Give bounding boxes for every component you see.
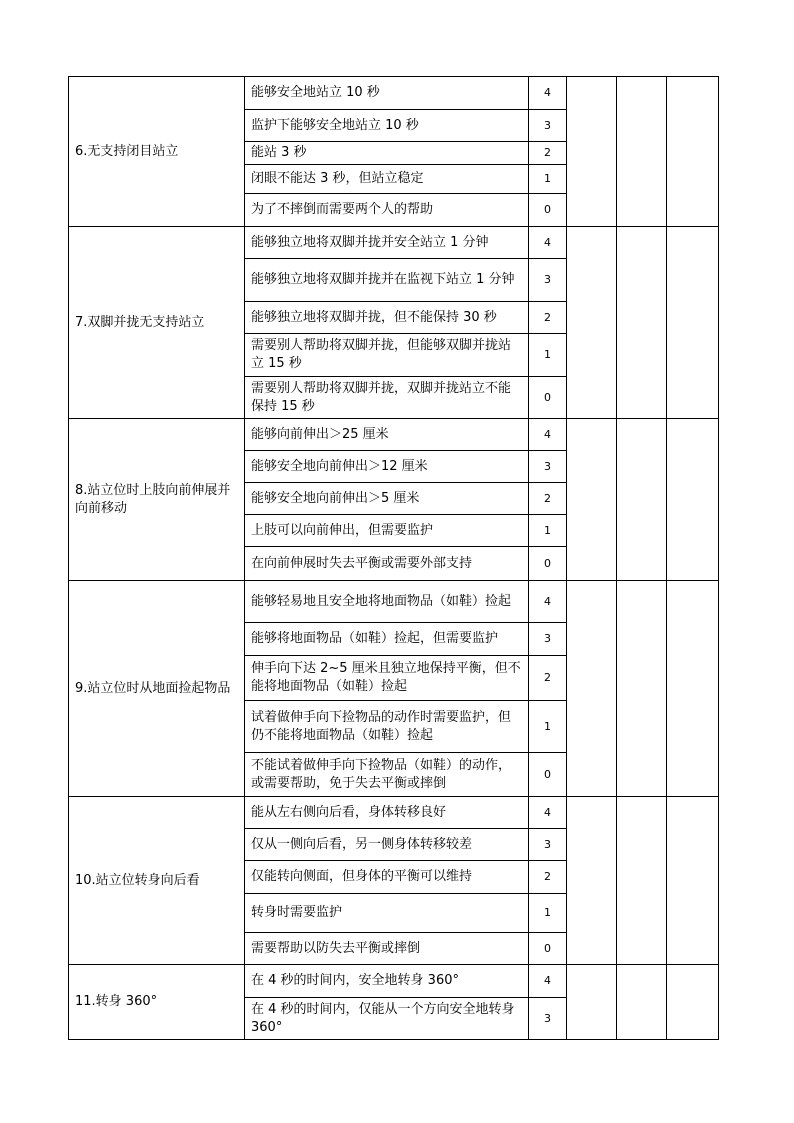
table-row <box>69 581 719 623</box>
criterion-score: 3 <box>529 998 567 1040</box>
balance-assessment-table <box>68 76 719 1040</box>
criterion-score: 3 <box>529 451 567 483</box>
criterion-description: 需要别人帮助将双脚并拢，双脚并拢站立不能保持 15 秒 <box>245 377 529 419</box>
criterion-description: 不能试着做伸手向下捡物品（如鞋）的动作，或需要帮助，免于失去平衡或摔倒 <box>245 753 529 797</box>
criterion-score: 4 <box>529 419 567 451</box>
blank-score-entry-cell[interactable] <box>667 581 719 797</box>
table-row <box>69 227 719 259</box>
blank-score-entry-cell[interactable] <box>567 965 617 1040</box>
blank-score-entry-cell[interactable] <box>567 581 617 797</box>
criterion-description: 在向前伸展时失去平衡或需要外部支持 <box>245 547 529 581</box>
criterion-score: 2 <box>529 142 567 165</box>
criterion-score: 4 <box>529 581 567 623</box>
criterion-description: 仅能转向侧面，但身体的平衡可以维持 <box>245 861 529 894</box>
criterion-description: 能够独立地将双脚并拢并安全站立 1 分钟 <box>245 227 529 259</box>
criterion-score: 0 <box>529 377 567 419</box>
blank-score-entry-cell[interactable] <box>617 77 667 227</box>
blank-score-entry-cell[interactable] <box>667 797 719 965</box>
criterion-description: 为了不摔倒而需要两个人的帮助 <box>245 194 529 227</box>
test-item-name: 11.转身 360° <box>69 965 245 1040</box>
blank-score-entry-cell[interactable] <box>617 797 667 965</box>
criterion-score: 0 <box>529 933 567 965</box>
test-item-name: 6.无支持闭目站立 <box>69 77 245 227</box>
blank-score-entry-cell[interactable] <box>617 227 667 419</box>
criterion-score: 2 <box>529 302 567 334</box>
criterion-description: 能从左右侧向后看，身体转移良好 <box>245 797 529 829</box>
criterion-description: 伸手向下达 2~5 厘米且独立地保持平衡，但不能将地面物品（如鞋）捡起 <box>245 656 529 701</box>
criterion-score: 3 <box>529 623 567 656</box>
criterion-score: 1 <box>529 894 567 933</box>
blank-score-entry-cell[interactable] <box>617 581 667 797</box>
criterion-score: 0 <box>529 753 567 797</box>
criterion-score: 1 <box>529 334 567 377</box>
criterion-description: 上肢可以向前伸出，但需要监护 <box>245 515 529 547</box>
criterion-score: 0 <box>529 547 567 581</box>
test-item-name: 7.双脚并拢无支持站立 <box>69 227 245 419</box>
criterion-description: 能够安全地向前伸出＞5 厘米 <box>245 483 529 515</box>
criterion-description: 能够将地面物品（如鞋）捡起，但需要监护 <box>245 623 529 656</box>
criterion-score: 3 <box>529 110 567 142</box>
criterion-score: 2 <box>529 656 567 701</box>
criterion-description: 闭眼不能达 3 秒，但站立稳定 <box>245 165 529 194</box>
test-item-name: 9.站立位时从地面捡起物品 <box>69 581 245 797</box>
test-item-name: 10.站立位转身向后看 <box>69 797 245 965</box>
blank-score-entry-cell[interactable] <box>567 77 617 227</box>
criterion-score: 0 <box>529 194 567 227</box>
test-item-name: 8.站立位时上肢向前伸展并向前移动 <box>69 419 245 581</box>
criterion-description: 能够安全地站立 10 秒 <box>245 77 529 110</box>
criterion-score: 1 <box>529 515 567 547</box>
criterion-score: 1 <box>529 701 567 753</box>
table-row <box>69 797 719 829</box>
blank-score-entry-cell[interactable] <box>617 419 667 581</box>
criterion-score: 4 <box>529 965 567 998</box>
criterion-score: 3 <box>529 259 567 302</box>
criterion-description: 在 4 秒的时间内，仅能从一个方向安全地转身 360° <box>245 998 529 1040</box>
criterion-score: 2 <box>529 483 567 515</box>
criterion-description: 试着做伸手向下捡物品的动作时需要监护，但仍不能将地面物品（如鞋）捡起 <box>245 701 529 753</box>
criterion-description: 需要别人帮助将双脚并拢，但能够双脚并拢站立 15 秒 <box>245 334 529 377</box>
blank-score-entry-cell[interactable] <box>567 419 617 581</box>
blank-score-entry-cell[interactable] <box>667 227 719 419</box>
criterion-description: 能够独立地将双脚并拢，但不能保持 30 秒 <box>245 302 529 334</box>
criterion-score: 2 <box>529 861 567 894</box>
criterion-description: 能站 3 秒 <box>245 142 529 165</box>
blank-score-entry-cell[interactable] <box>567 227 617 419</box>
blank-score-entry-cell[interactable] <box>667 419 719 581</box>
criterion-score: 4 <box>529 227 567 259</box>
table-row <box>69 965 719 998</box>
criterion-description: 仅从一侧向后看，另一侧身体转移较差 <box>245 829 529 861</box>
criterion-description: 能够安全地向前伸出＞12 厘米 <box>245 451 529 483</box>
criterion-description: 能够独立地将双脚并拢并在监视下站立 1 分钟 <box>245 259 529 302</box>
criterion-score: 4 <box>529 797 567 829</box>
blank-score-entry-cell[interactable] <box>567 797 617 965</box>
blank-score-entry-cell[interactable] <box>667 965 719 1040</box>
blank-score-entry-cell[interactable] <box>617 965 667 1040</box>
criterion-score: 3 <box>529 829 567 861</box>
blank-score-entry-cell[interactable] <box>667 77 719 227</box>
table-row <box>69 77 719 110</box>
criterion-score: 4 <box>529 77 567 110</box>
criterion-description: 转身时需要监护 <box>245 894 529 933</box>
criterion-description: 能够轻易地且安全地将地面物品（如鞋）捡起 <box>245 581 529 623</box>
criterion-description: 能够向前伸出＞25 厘米 <box>245 419 529 451</box>
criterion-score: 1 <box>529 165 567 194</box>
criterion-description: 监护下能够安全地站立 10 秒 <box>245 110 529 142</box>
table-row <box>69 419 719 451</box>
criterion-description: 需要帮助以防失去平衡或摔倒 <box>245 933 529 965</box>
criterion-description: 在 4 秒的时间内，安全地转身 360° <box>245 965 529 998</box>
